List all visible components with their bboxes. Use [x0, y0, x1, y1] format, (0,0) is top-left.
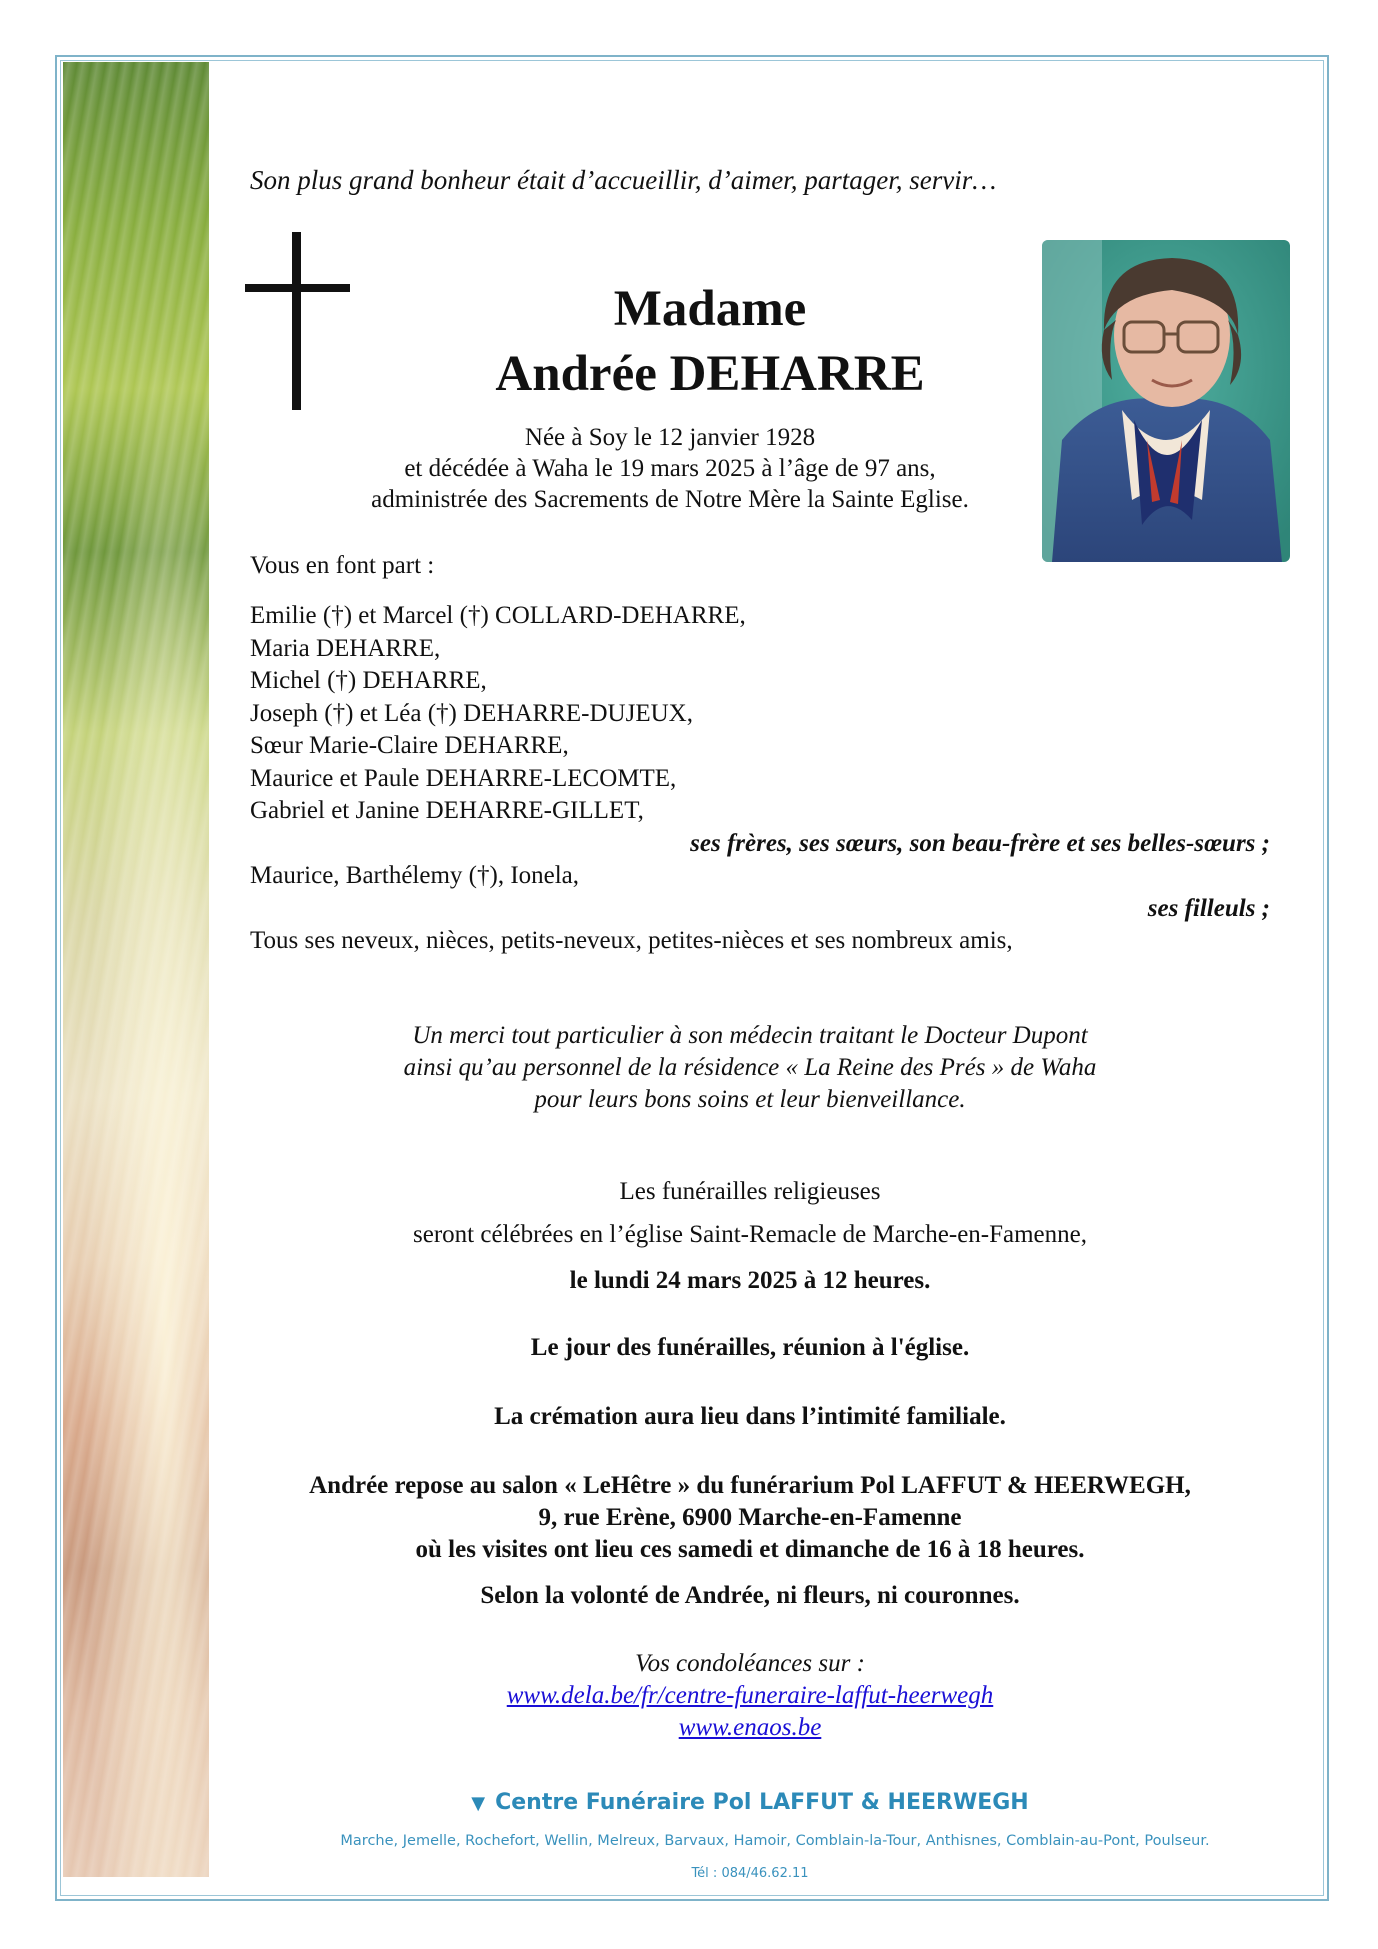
- inform-intro: Vous en font part :: [250, 552, 435, 579]
- deceased-name: Andrée DEHARRE: [495, 346, 925, 402]
- thanks-line: ainsi qu’au personnel de la résidence « La Reine des Prés » de Waha: [403, 1054, 1097, 1081]
- thanks-line: Un merci tout particulier à son médecin traitant le Docteur Dupont: [412, 1022, 1088, 1049]
- flowers-notice: Selon la volonté de Andrée, ni fleurs, ni couronnes.: [480, 1582, 1020, 1609]
- thanks-message: [250, 1020, 1250, 1116]
- funeral-home-phone: Tél : 084/46.62.11: [691, 1866, 809, 1881]
- funeral-heading: Les funérailles religieuses: [619, 1178, 881, 1205]
- funeral-home-name: Centre Funéraire Pol LAFFUT & HEERWEGH: [495, 1790, 1029, 1815]
- condolences-link-enaos[interactable]: www.enaos.be: [678, 1714, 822, 1741]
- condolences-intro: Vos condoléances sur :: [635, 1650, 865, 1677]
- family-relation-label: ses filleuls ;: [1147, 894, 1270, 922]
- salon-info: [250, 1470, 1250, 1566]
- condolences-link-dela[interactable]: www.dela.be/fr/centre-funeraire-laffut-heerwegh: [506, 1682, 994, 1709]
- family-line: Joseph (†) et Léa (†) DEHARRE-DUJEUX,: [250, 699, 693, 727]
- salutation: Madame: [613, 281, 807, 337]
- funeral-home-towns: Marche, Jemelle, Rochefort, Wellin, Melreux, Barvaux, Hamoir, Comblain-la-Tour, Anthisnes, Comblain-au-Pont, Poulseur.: [340, 1833, 1210, 1849]
- forest-path-image: [63, 62, 209, 1877]
- death-line: et décédée à Waha le 19 mars 2025 à l’âge de 97 ans,: [404, 455, 936, 482]
- funeral-date: le lundi 24 mars 2025 à 12 heures.: [569, 1267, 931, 1294]
- birth-death-info: [250, 422, 1090, 515]
- cross-icon: [245, 232, 350, 410]
- salon-line: Andrée repose au salon « LeHêtre » du funérarium Pol LAFFUT & HEERWEGH,: [309, 1472, 1191, 1499]
- salon-visits: où les visites ont lieu ces samedi et dimanche de 16 à 18 heures.: [415, 1536, 1085, 1563]
- condolences: [250, 1648, 1250, 1744]
- funeral-home-title: [250, 1790, 1250, 1815]
- epigraph: Son plus grand bonheur était d’accueillir, d’aimer, partager, servir…: [250, 165, 997, 195]
- family-list: [250, 600, 1270, 958]
- birth-line: Née à Soy le 12 janvier 1928: [524, 424, 816, 451]
- family-line: Tous ses neveux, nièces, petits-neveux, petites-nièces et ses nombreux amis,: [250, 927, 1013, 954]
- sacraments-line: administrée des Sacrements de Notre Mère la Sainte Eglise.: [371, 486, 969, 513]
- family-line: Gabriel et Janine DEHARRE-GILLET,: [250, 797, 644, 824]
- triangle-down-icon: ▼: [471, 1793, 486, 1814]
- family-line: Sœur Marie-Claire DEHARRE,: [250, 732, 569, 759]
- family-line: Maria DEHARRE,: [250, 634, 441, 662]
- family-line: Maurice et Paule DEHARRE-LECOMTE,: [250, 764, 677, 792]
- family-line: Maurice, Barthélemy (†), Ionela,: [250, 862, 580, 889]
- family-relation-label: ses frères, ses sœurs, son beau-frère et ses belles-sœurs ;: [690, 829, 1270, 857]
- family-line: Michel (†) DEHARRE,: [250, 667, 487, 694]
- salon-address: 9, rue Erène, 6900 Marche-en-Famenne: [538, 1504, 962, 1531]
- family-line: Emilie (†) et Marcel (†) COLLARD-DEHARRE,: [250, 602, 746, 629]
- cremation-info: La crémation aura lieu dans l’intimité familiale.: [494, 1403, 1006, 1430]
- funeral-meeting: Le jour des funérailles, réunion à l'église.: [530, 1334, 970, 1361]
- thanks-line: pour leurs bons soins et leur bienveillance.: [534, 1086, 966, 1113]
- funeral-church: seront célébrées en l’église Saint-Remacle de Marche-en-Famenne,: [413, 1221, 1087, 1248]
